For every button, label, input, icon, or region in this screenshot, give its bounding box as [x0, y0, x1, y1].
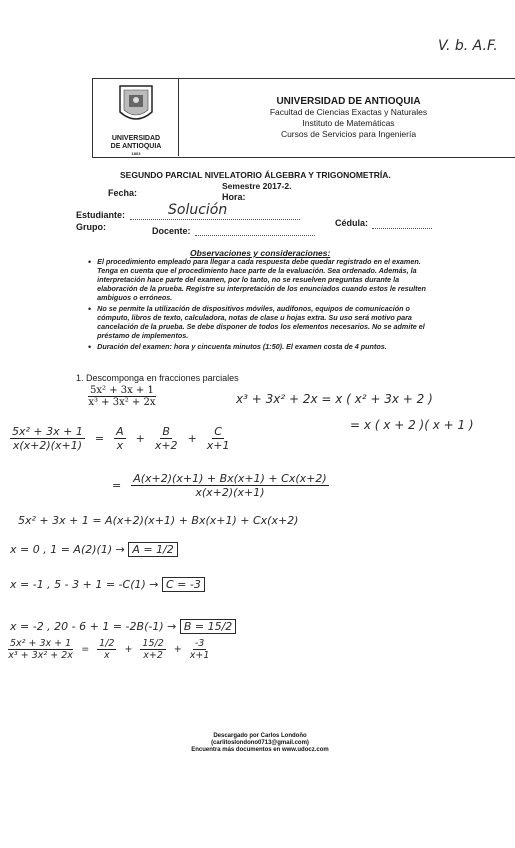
observation-item: • No se permite la utilización de dispositivos móviles, audífonos, equipos de comunicación o cómputo, libros de texto, calculadora, notas de clase u hojas extra. Su uso será motivo para cancelación de la prueba. Se debe disponer de todos los elementos necesarios. No se admite el préstamo de implementos.	[88, 304, 425, 340]
cedula-label: Cédula:	[335, 218, 369, 228]
corner-note: V. b. A.F.	[438, 38, 498, 54]
final-answer-line: $\frac{\text{5x² + 3x + 1}}{\text{x³ + 3x² + 2x}}$ = $\frac{1/2}{x}$ + $\frac{15/2}{x+2}$ + $\frac{-3}{x+1}$	[8, 638, 210, 661]
final-original-fraction: $\frac{\text{5x² + 3x + 1}}{\text{x³ + 3x² + 2x}}$	[8, 638, 73, 661]
problem-fraction	[88, 385, 156, 408]
term-C: $\frac{C}{x+1}$	[206, 425, 230, 452]
partial-fraction-setup: $\frac{\text{5x² + 3x + 1}}{x(x+2)(x+1)}$ = $\frac{A}{x}$ + $\frac{B}{x+2}$ + $\frac{C}{x+1}$	[12, 425, 230, 452]
term-A: $\frac{A}{x}$	[116, 425, 124, 452]
header-divider	[178, 78, 179, 156]
bullet-icon: •	[88, 304, 92, 314]
case-xm1: x = -1 , 5 - 3 + 1 = -C(1) → C = -3	[10, 578, 205, 591]
semester: Semestre 2017-2.	[222, 181, 292, 191]
header-text	[180, 96, 515, 140]
estudiante-value: Solución	[168, 202, 228, 218]
estudiante-line	[130, 219, 300, 220]
docente-label: Docente:	[152, 226, 191, 236]
problem-frac-denominator: x³ + 3x² + 2x	[88, 397, 156, 408]
hora-label: Hora:	[222, 192, 246, 202]
institute-name: Instituto de Matemáticas	[302, 118, 395, 128]
footer-line-3: Encuentra más documentos en www.udocz.com	[191, 747, 329, 753]
problem-statement	[76, 373, 239, 383]
exam-title: SEGUNDO PARCIAL NIVELATORIO ÁLGEBRA Y TRIGONOMETRÍA.	[120, 170, 391, 180]
result-B-box: B = 15/2	[180, 619, 236, 634]
download-footer	[140, 733, 380, 754]
factorization-line-2: = x ( x + 2 )( x + 1 )	[350, 418, 474, 432]
combined-fraction-line: = $\frac{A(x+2)(x+1) + Bx(x+1) + Cx(x+2)}{x(x+2)(x+1)}$	[112, 472, 327, 499]
logo-text-2: DE ANTIOQUIA	[110, 143, 162, 150]
university-name: UNIVERSIDAD DE ANTIOQUIA	[276, 96, 421, 107]
bullet-icon: •	[88, 257, 92, 267]
footer-line-2: (carlitoslondono0713@gmail.com)	[211, 740, 309, 746]
identity-line: 5x² + 3x + 1 = A(x+2)(x+1) + Bx(x+1) + Cx(x+2)	[18, 514, 299, 527]
fecha-label: Fecha:	[108, 188, 138, 198]
courses-name: Cursos de Servicios para Ingeniería	[280, 129, 417, 139]
logo-seal-icon	[98, 82, 174, 130]
faculty-name: Facultad de Ciencias Exactas y Naturales	[269, 107, 428, 117]
result-A-box: A = 1/2	[128, 542, 177, 557]
grupo-label: Grupo:	[76, 222, 106, 232]
observation-item: • Duración del examen: hora y cincuenta minutos (1:50). El examen costa de 4 puntos.	[88, 342, 387, 352]
final-term-C: $\frac{-3}{x+1}$	[189, 638, 210, 661]
logo-year: 1803	[131, 151, 141, 156]
case-xm2: x = -2 , 20 - 6 + 1 = -2B(-1) → B = 15/2	[10, 620, 236, 633]
cedula-line	[372, 228, 432, 229]
setup-fraction: $\frac{\text{5x² + 3x + 1}}{x(x+2)(x+1)}$	[12, 425, 83, 452]
case-x0: x = 0 , 1 = A(2)(1) → A = 1/2	[10, 543, 178, 556]
final-term-B: $\frac{15/2}{x+2}$	[142, 638, 164, 661]
observation-item: • El procedimiento empleado para llegar a cada respuesta debe quedar registrado en el examen. Tenga en cuenta que el procedimiento hace parte de la evaluación. Sea ordenado. Además, la interpretación hace parte del examen, por lo tanto, no se resuelven preguntas durante la elaboración de la prueba. Registre su interpretación de los enunciados cuando estos le resulten ambiguos o erróneos.	[88, 257, 426, 302]
problem-text: Descomponga en fracciones parciales	[86, 373, 239, 383]
combined-fraction: $\frac{A(x+2)(x+1) + Bx(x+1) + Cx(x+2)}{x(x+2)(x+1)}$	[133, 472, 327, 499]
problem-number: 1.	[76, 373, 84, 383]
final-term-A: $\frac{1/2}{x}$	[99, 638, 115, 661]
docente-line	[195, 235, 315, 236]
problem-frac-numerator: 5x² + 3x + 1	[90, 385, 154, 396]
footer-line-1: Descargado por Carlos Londoño	[213, 733, 307, 739]
university-logo	[98, 82, 174, 156]
factorization-line-1: x³ + 3x² + 2x = x ( x² + 3x + 2 )	[236, 392, 433, 406]
observations-list	[88, 257, 440, 352]
logo-text-1: UNIVERSIDAD	[111, 135, 161, 142]
term-B: $\frac{B}{x+2}$	[154, 425, 178, 452]
estudiante-label: Estudiante:	[76, 210, 126, 220]
observations-title: Observaciones y consideraciones:	[190, 248, 331, 258]
bullet-icon: •	[88, 342, 92, 352]
result-C-box: C = -3	[162, 577, 205, 592]
